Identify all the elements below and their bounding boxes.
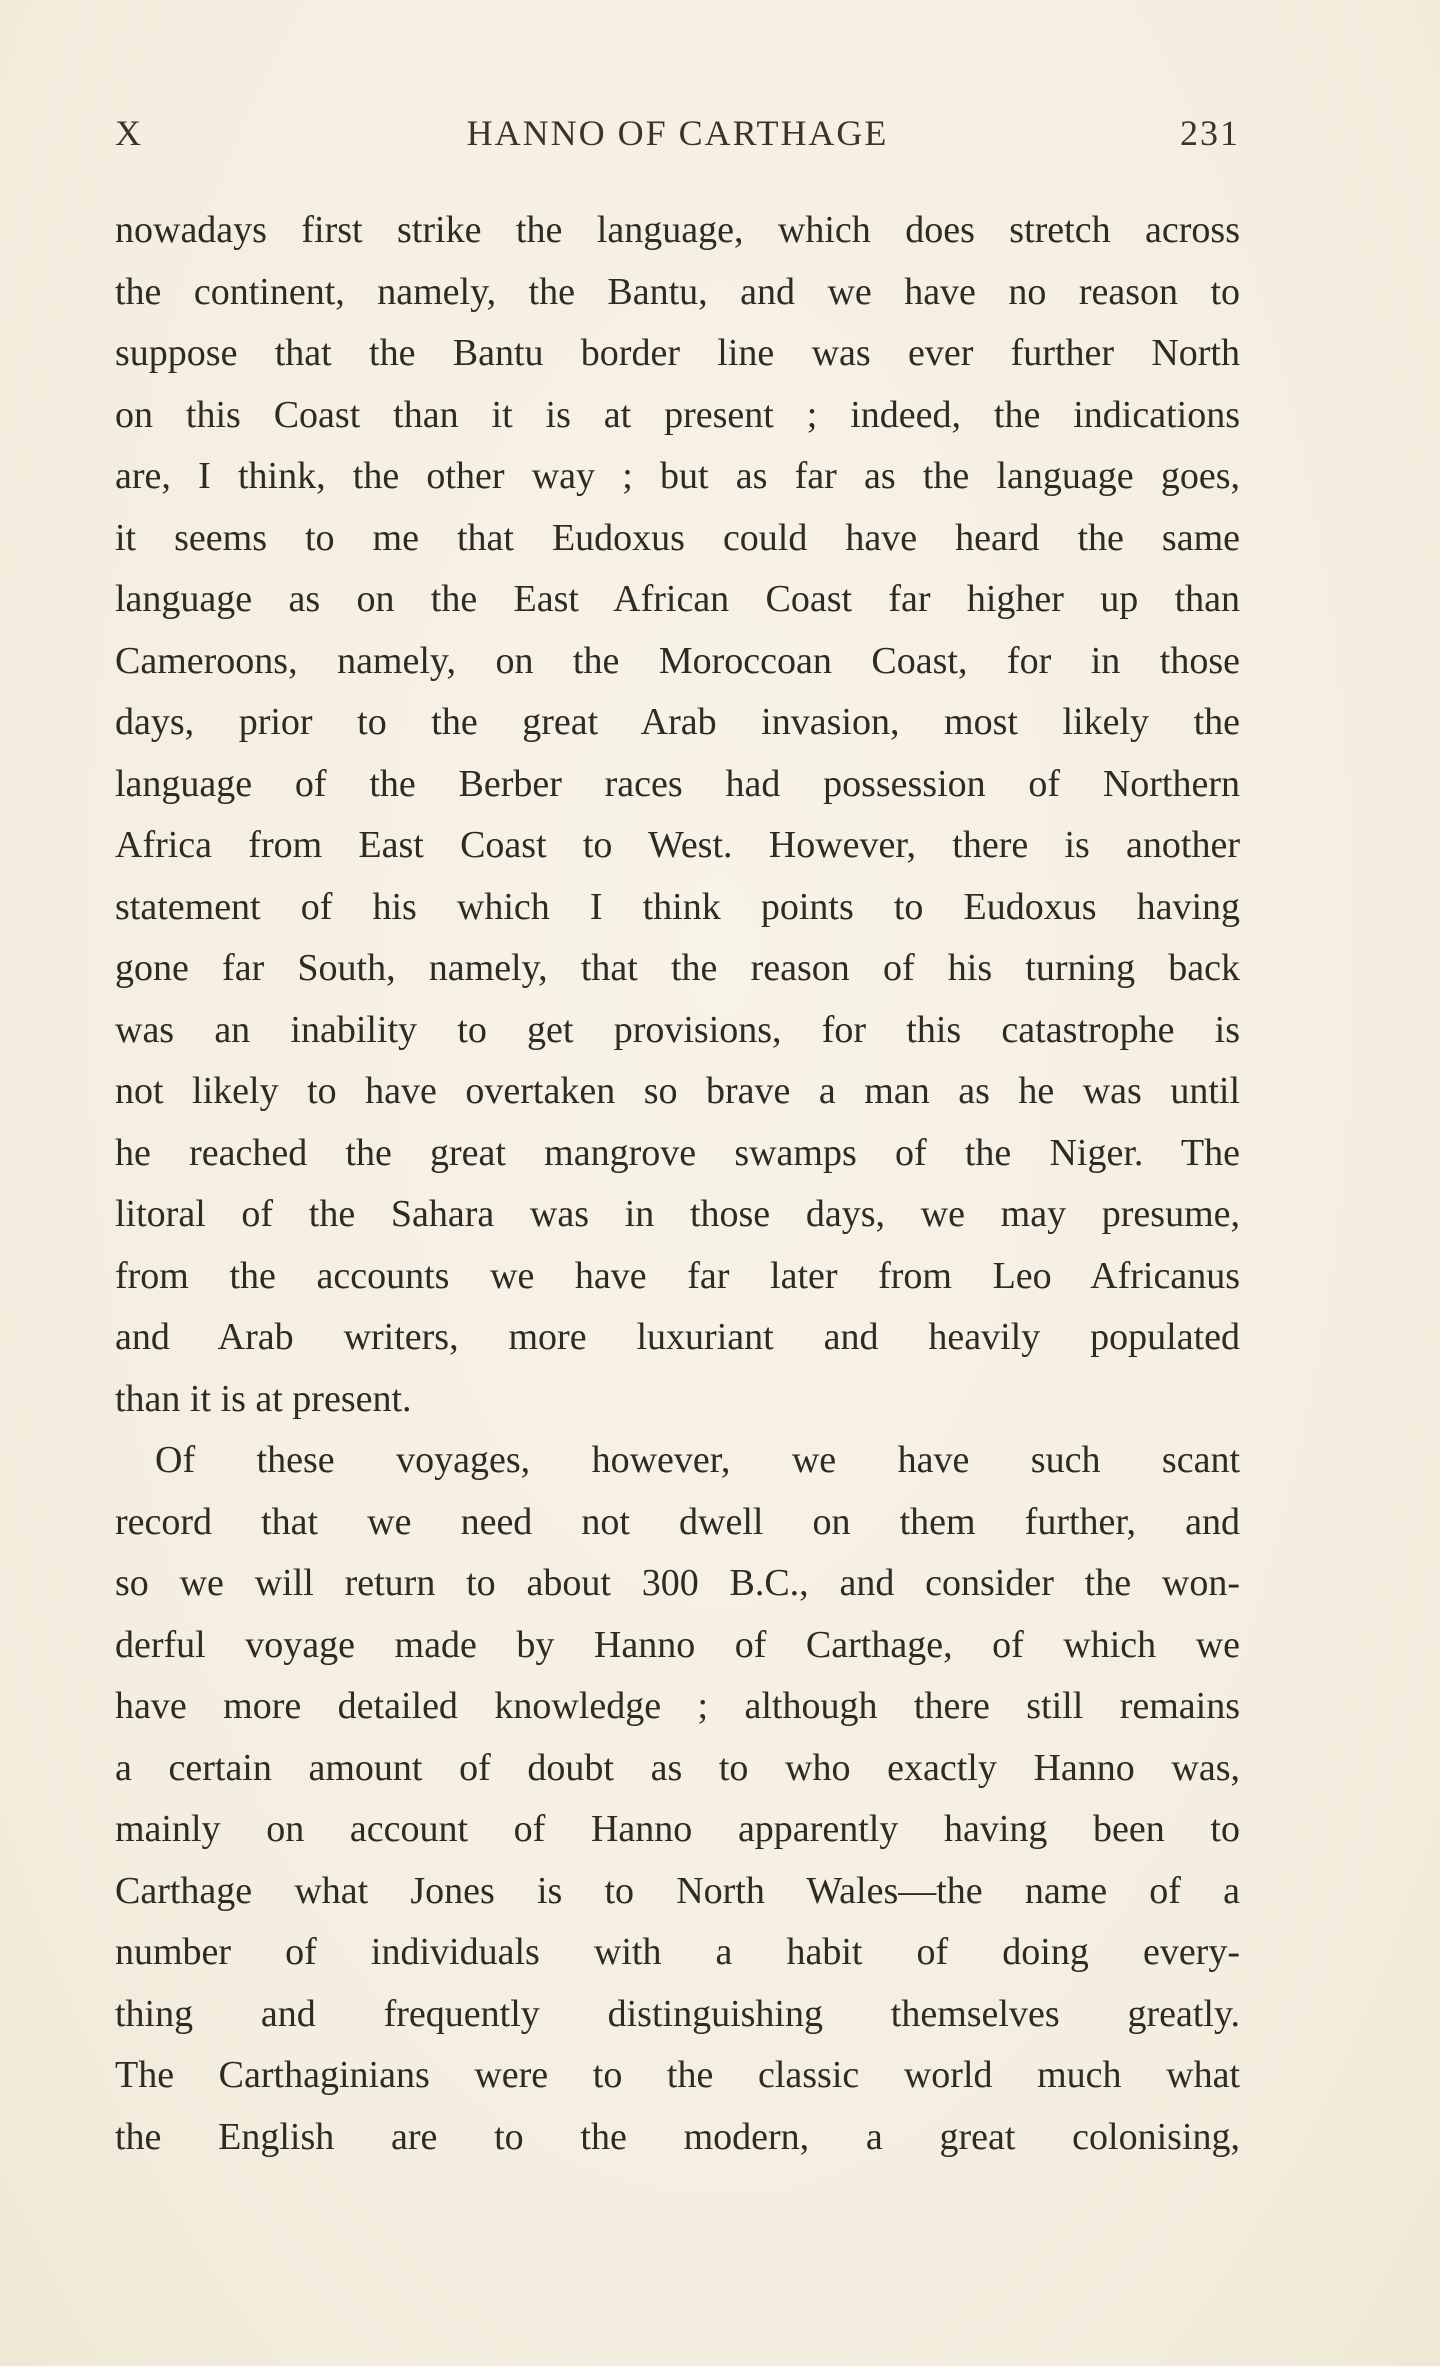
text-line: record that we need not dwell on them further, and [115, 1500, 1240, 1543]
chapter-number: X [115, 113, 143, 153]
text-line: the English are to the modern, a great colonising, [115, 2115, 1240, 2158]
text-line: not likely to have overtaken so brave a man as he was until [115, 1070, 1240, 1112]
text-line: and Arab writers, more luxuriant and heavily populated [115, 1316, 1240, 1358]
text-line: so we will return to about 300 B.C., and consider the won- [115, 1562, 1240, 1604]
text-line: than it is at present. [115, 1377, 412, 1420]
text-line: language of the Berber races had possession of Northern [115, 762, 1240, 805]
text-line: language as on the East African Coast far higher up than [115, 578, 1240, 620]
text-line: statement of his which I think points to Eudoxus having [115, 885, 1240, 928]
text-line: derful voyage made by Hanno of Carthage, of which we [115, 1623, 1240, 1666]
text-line: the continent, namely, the Bantu, and we have no reason to [115, 270, 1240, 313]
text-line: number of individuals with a habit of doing every- [115, 1931, 1240, 1973]
text-line: gone far South, namely, that the reason of his turning back [115, 947, 1240, 989]
text-line: Of these voyages, however, we have such scant [155, 1439, 1240, 1481]
text-line: have more detailed knowledge ; although there still remains [115, 1685, 1240, 1727]
body-text [115, 200, 1240, 2168]
text-line: thing and frequently distinguishing themselves greatly. [115, 1992, 1240, 2035]
text-line: it seems to me that Eudoxus could have heard the same [115, 516, 1240, 559]
running-header [115, 112, 1240, 160]
page-number: 231 [1180, 113, 1240, 153]
text-line: Cameroons, namely, on the Moroccoan Coast, for in those [115, 639, 1240, 682]
text-line: mainly on account of Hanno apparently having been to [115, 1808, 1240, 1850]
text-line: on this Coast than it is at present ; indeed, the indications [115, 393, 1240, 436]
text-line: days, prior to the great Arab invasion, most likely the [115, 701, 1240, 743]
text-line: from the accounts we have far later from Leo Africanus [115, 1254, 1240, 1297]
text-line: a certain amount of doubt as to who exactly Hanno was, [115, 1746, 1240, 1789]
running-title: HANNO OF CARTHAGE [466, 113, 889, 153]
text-line: was an inability to get provisions, for this catastrophe is [115, 1008, 1240, 1051]
text-line: The Carthaginians were to the classic world much what [115, 2054, 1240, 2096]
text-line: litoral of the Sahara was in those days, we may presume, [115, 1193, 1240, 1235]
text-line: nowadays first strike the language, which does stretch across [115, 209, 1240, 251]
text-line: Africa from East Coast to West. However, there is another [115, 824, 1240, 866]
text-line: suppose that the Bantu border line was ever further North [115, 332, 1240, 374]
text-line: Carthage what Jones is to North Wales—the name of a [115, 1869, 1240, 1912]
text-line: are, I think, the other way ; but as far as the language goes, [115, 455, 1240, 497]
text-line: he reached the great mangrove swamps of the Niger. The [115, 1131, 1240, 1174]
